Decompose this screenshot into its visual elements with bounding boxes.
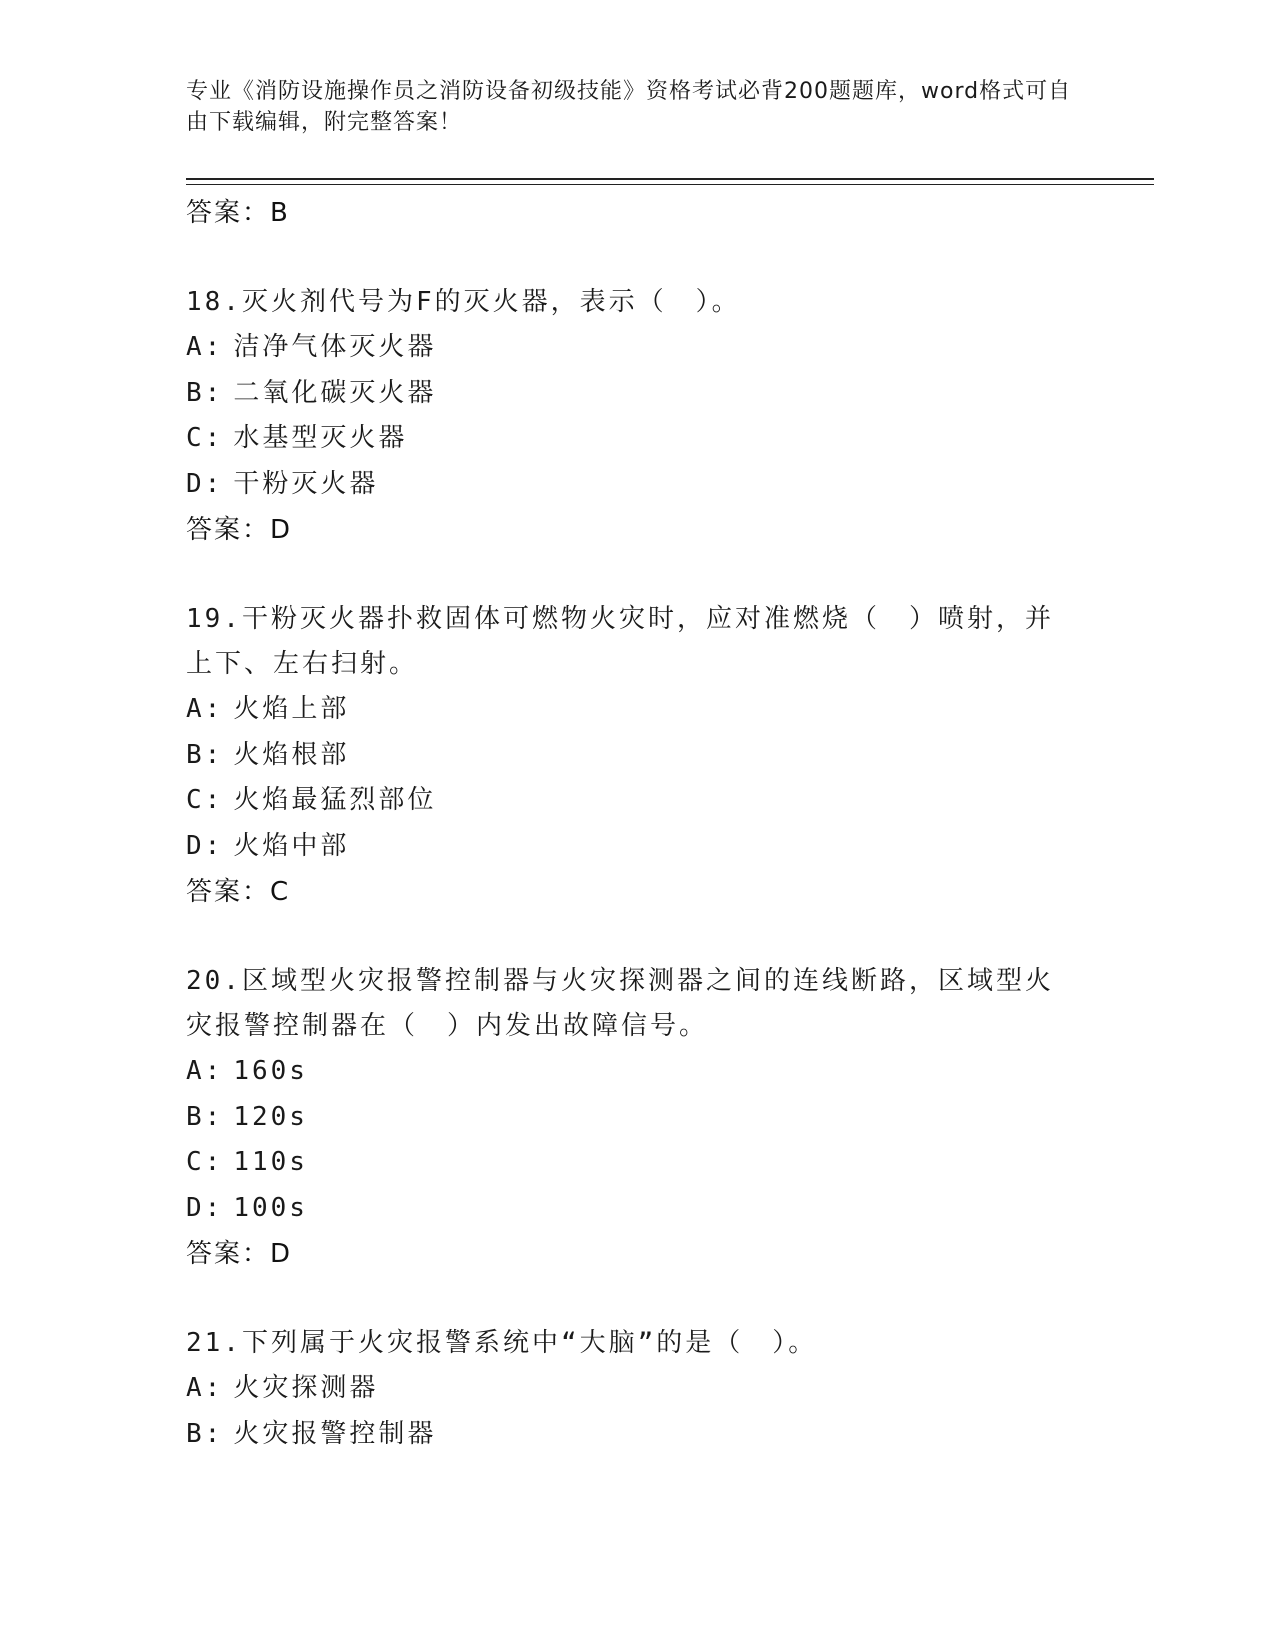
- document-header: 专业《消防设施操作员之消防设备初级技能》资格考试必背200题题库，word格式可自由下载编辑，附完整答案！: [186, 79, 1072, 135]
- answer-value: C: [270, 877, 289, 907]
- option-key: B:: [186, 1418, 224, 1449]
- option-c: [186, 1140, 1076, 1186]
- option-a: [186, 325, 1076, 371]
- option-text: 160s: [233, 1056, 308, 1086]
- option-c: [186, 416, 1076, 462]
- option-b: [186, 733, 1076, 779]
- header-rule-thick: [186, 178, 1154, 180]
- question-text: 20.区域型火灾报警控制器与火灾探测器之间的连线断路，区域型火灾报警控制器在（ ）内发出故障信号。: [186, 966, 1054, 1041]
- option-key: A:: [186, 1373, 224, 1403]
- answer-label: 答案：: [186, 1239, 271, 1269]
- option-a: [186, 1366, 1076, 1412]
- option-text: 干粉灭火器: [233, 468, 379, 499]
- answer-value: B: [270, 198, 288, 228]
- option-key: B:: [186, 377, 224, 408]
- option-text: 火焰最猛烈部位: [233, 785, 437, 815]
- question-text: 19.干粉灭火器扑救固体可燃物火灾时，应对准燃烧（ ）喷射，并上下、左右扫射。: [186, 604, 1054, 679]
- option-d: [186, 462, 1076, 508]
- question-text: 18.灭火剂代号为F的灭火器，表示（ ）。: [186, 287, 741, 317]
- option-key: A:: [186, 332, 224, 362]
- option-a: [186, 1049, 1076, 1095]
- option-key: C:: [186, 785, 224, 815]
- answer-label: 答案：: [186, 877, 271, 907]
- option-text: 110s: [233, 1147, 308, 1177]
- option-key: D:: [186, 468, 224, 499]
- option-b: [186, 371, 1076, 417]
- option-key: D:: [186, 1192, 224, 1223]
- option-text: 二氧化碳灭火器: [233, 377, 437, 408]
- answer-line: [186, 869, 1076, 915]
- option-key: C:: [186, 423, 224, 453]
- option-text: 火焰中部: [233, 830, 350, 861]
- spacer: [186, 915, 1076, 959]
- option-text: 100s: [233, 1192, 308, 1223]
- option-key: B:: [186, 1101, 224, 1132]
- option-text: 火焰根部: [233, 739, 350, 770]
- option-key: A:: [186, 694, 224, 724]
- answer-value: D: [270, 515, 291, 545]
- answer-line: [186, 190, 1076, 236]
- option-key: C:: [186, 1147, 224, 1177]
- option-text: 火焰上部: [233, 694, 350, 724]
- header-rule-thin: [186, 184, 1154, 185]
- question-list: [186, 190, 1076, 1457]
- option-text: 火灾报警控制器: [233, 1418, 437, 1449]
- answer-label: 答案：: [186, 515, 271, 545]
- option-a: [186, 687, 1076, 733]
- option-d: [186, 1186, 1076, 1232]
- option-d: [186, 824, 1076, 870]
- answer-line: [186, 507, 1076, 553]
- answer-label: 答案：: [186, 198, 271, 228]
- answer-value: D: [270, 1239, 291, 1269]
- spacer: [186, 1277, 1076, 1321]
- option-text: 120s: [233, 1101, 308, 1132]
- option-key: A:: [186, 1056, 224, 1086]
- option-text: 水基型灭火器: [233, 423, 408, 453]
- option-key: B:: [186, 739, 224, 770]
- option-key: D:: [186, 830, 224, 861]
- question-text: 21.下列属于火灾报警系统中“大脑”的是（ ）。: [186, 1328, 818, 1358]
- option-c: [186, 778, 1076, 824]
- option-b: [186, 1412, 1076, 1458]
- spacer: [186, 236, 1076, 280]
- spacer: [186, 553, 1076, 597]
- option-text: 洁净气体灭火器: [233, 332, 437, 362]
- option-b: [186, 1095, 1076, 1141]
- option-text: 火灾探测器: [233, 1373, 379, 1403]
- answer-line: [186, 1231, 1076, 1277]
